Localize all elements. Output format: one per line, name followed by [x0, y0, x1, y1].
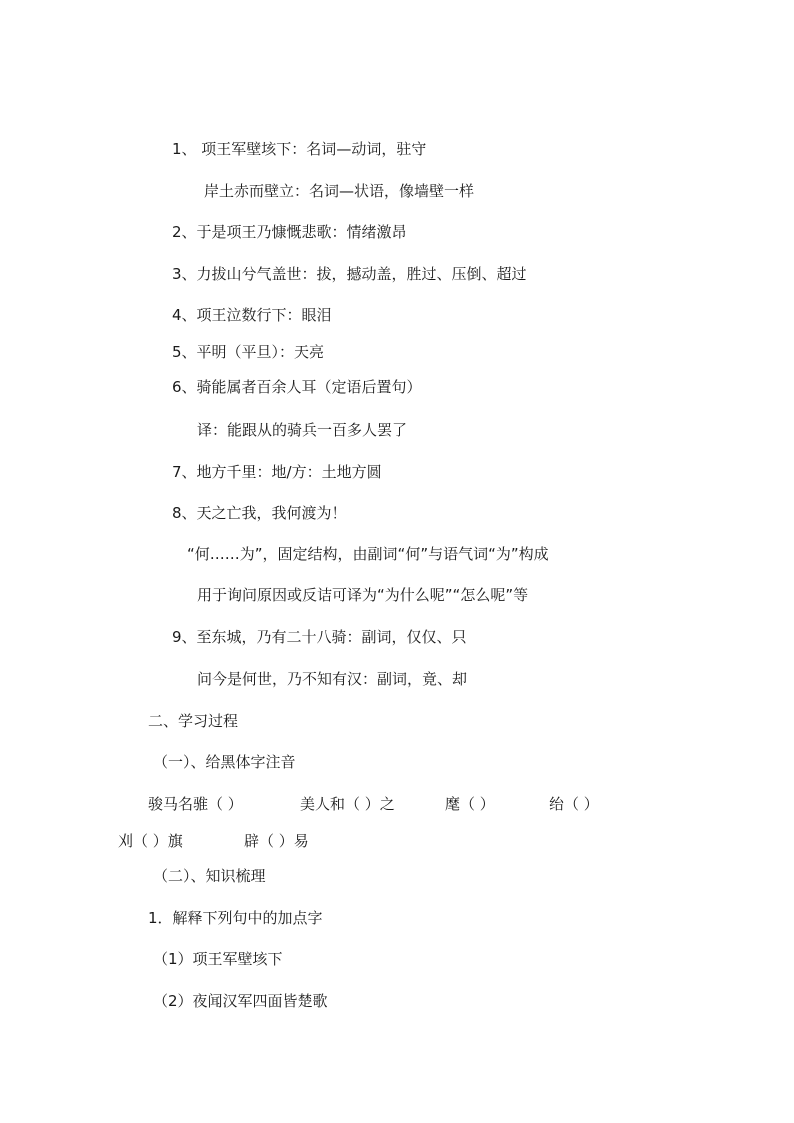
note-5: 5、平明（平旦）：天亮	[172, 343, 325, 361]
note-6: 6、骑能属者百余人耳（定语后置句）	[172, 378, 422, 396]
phonetic-item-hui: 麾（ ）	[445, 795, 495, 813]
note-3: 3、力拔山兮气盖世：拔，撼动盖，胜过、压倒、超过	[172, 265, 527, 283]
note-1: 1、 项王军壁垓下：名词—动词，驻守	[172, 140, 427, 158]
exercise-1-item-2: （2）夜闻汉军四面皆楚歌	[153, 992, 328, 1010]
phonetic-item-bi: 辟（ ）易	[244, 832, 309, 850]
exercise-1-item-1: （1）项王军壁垓下	[153, 950, 283, 968]
note-9-example: 问今是何世，乃不知有汉：副词，竟、却	[197, 670, 468, 688]
phonetic-item-dai: 绐（ ）	[549, 795, 599, 813]
note-6-translation: 译：能跟从的骑兵一百多人罢了	[197, 421, 408, 439]
note-8: 8、天之亡我，我何渡为！	[172, 504, 347, 522]
exercise-1-heading: 1．解释下列句中的加点字	[148, 909, 323, 927]
subsection-knowledge: （二）、知识梳理	[153, 867, 266, 885]
subsection-phonetic: （一）、给黑体字注音	[153, 753, 296, 771]
note-4: 4、项王泣数行下：眼泪	[172, 306, 332, 324]
note-1-example: 岸土赤而壁立：名词—状语，像墙壁一样	[204, 182, 475, 200]
phonetic-item-he: 美人和（ ）之	[300, 795, 395, 813]
note-2: 2、于是项王乃慷慨悲歌：情绪激昂	[172, 223, 407, 241]
note-9: 9、至东城，乃有二十八骑：副词，仅仅、只	[172, 628, 467, 646]
phonetic-item-yi: 刈（ ）旗	[118, 832, 183, 850]
section-heading-learning-process: 二、学习过程	[148, 712, 239, 730]
note-7: 7、地方千里：地/方：土地方圆	[172, 463, 382, 481]
note-8-structure: “何……为”，固定结构，由副词“何”与语气词“为”构成	[187, 545, 549, 563]
phonetic-item-zhui: 骏马名骓（ ）	[148, 795, 243, 813]
note-8-usage: 用于询问原因或反诘可译为“为什么呢”“怎么呢”等	[197, 586, 529, 604]
